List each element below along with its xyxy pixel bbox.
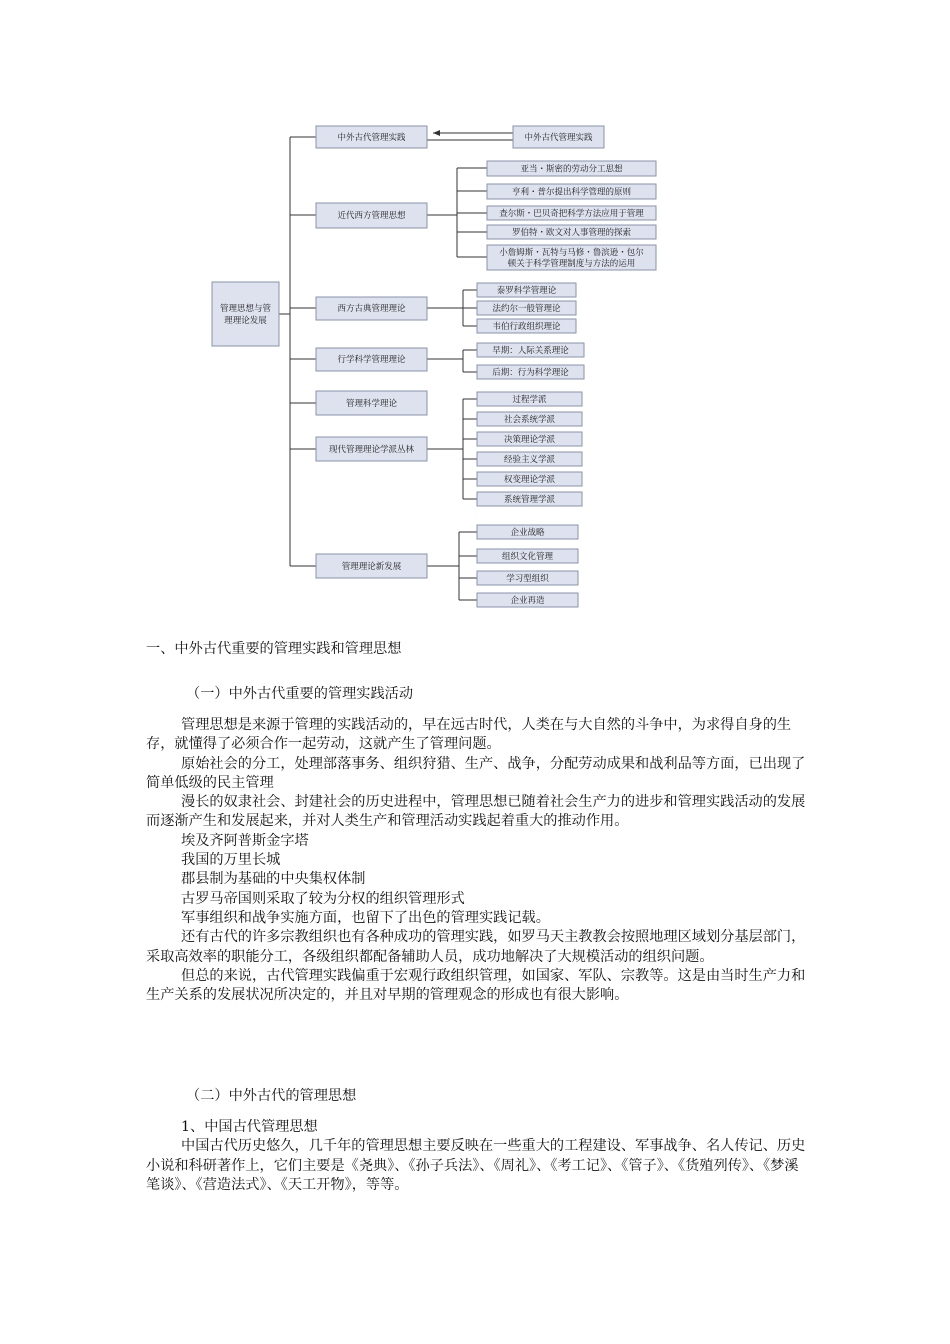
svg-text:亚当・斯密的劳动分工思想: 亚当・斯密的劳动分工思想 — [520, 164, 623, 175]
svg-text:过程学派: 过程学派 — [512, 395, 547, 405]
svg-text:西方古典管理理论: 西方古典管理理论 — [337, 304, 406, 314]
leaf-classic-2 — [477, 301, 576, 315]
leaf-classic-3 — [477, 319, 576, 333]
svg-text:中外古代管理实践: 中外古代管理实践 — [524, 133, 593, 143]
svg-text:韦伯行政组织理论: 韦伯行政组织理论 — [492, 322, 561, 332]
node-ancient-practice-peer — [513, 126, 604, 148]
leaf-modern-west-2 — [487, 184, 656, 199]
node-new-development — [316, 554, 427, 578]
svg-text:后期：行为科学理论: 后期：行为科学理论 — [492, 368, 569, 378]
svg-text:学习型组织: 学习型组织 — [506, 574, 549, 584]
leaf-modern-west-3 — [487, 206, 656, 220]
node-theory-jungle — [316, 437, 427, 461]
leaf-modern-west-5 — [487, 245, 656, 270]
paragraph: 还有古代的许多宗教组织也有各种成功的管理实践，如罗马天主教教会按照地理区域划分基层部门，采取高效率的职能分工，各级组织都配备辅助人员，成功地解决了大规模活动的组织问题。 — [146, 929, 806, 965]
svg-text:组织文化管理: 组织文化管理 — [501, 552, 554, 562]
svg-text:企业再造: 企业再造 — [510, 596, 545, 606]
sub-heading-chinese-ancient: 1、中国古代管理思想 — [181, 1119, 318, 1135]
svg-text:社会系统学派: 社会系统学派 — [503, 415, 556, 425]
svg-text:中外古代管理实践: 中外古代管理实践 — [337, 133, 406, 143]
svg-text:系统管理学派: 系统管理学派 — [503, 495, 556, 505]
svg-text:管理理论新发展: 管理理论新发展 — [341, 562, 402, 572]
leaf-behavior-1 — [477, 343, 584, 357]
svg-text:小詹姆斯・瓦特与马修・鲁滨逊・包尔: 小詹姆斯・瓦特与马修・鲁滨逊・包尔 — [499, 248, 644, 258]
leaf-new-3 — [477, 571, 578, 585]
svg-text:权变理论学派: 权变理论学派 — [503, 475, 556, 485]
svg-text:近代西方管理思想: 近代西方管理思想 — [337, 211, 406, 221]
leaf-new-1 — [477, 525, 578, 539]
svg-text:决策理论学派: 决策理论学派 — [503, 435, 556, 445]
node-mgmt-science — [316, 391, 427, 415]
leaf-modern-west-4 — [487, 225, 656, 239]
svg-text:查尔斯・巴贝奇把科学方法应用于管理: 查尔斯・巴贝奇把科学方法应用于管理 — [499, 209, 644, 219]
subsection-heading-1-1: （一）中外古代重要的管理实践活动 — [186, 686, 414, 702]
leaf-new-4 — [477, 593, 578, 607]
paragraph: 但总的来说，古代管理实践偏重于宏观行政组织管理，如国家、军队、宗教等。这是由当时生产力和生产关系的发展状况所决定的，并且对早期的管理观念的形成也有很大影响。 — [146, 967, 806, 1004]
svg-text:早期：人际关系理论: 早期：人际关系理论 — [492, 346, 569, 356]
leaf-new-2 — [477, 549, 578, 563]
svg-text:企业战略: 企业战略 — [510, 528, 545, 538]
svg-text:顿关于科学管理制度与方法的运用: 顿关于科学管理制度与方法的运用 — [507, 259, 636, 269]
list-line: 古罗马帝国则采取了较为分权的组织管理形式 — [181, 890, 465, 907]
leaf-jungle-3 — [477, 432, 582, 446]
root-line-1: 管理思想与管 — [219, 304, 272, 314]
node-behavior-theory — [316, 348, 427, 371]
leaf-classic-1 — [477, 283, 576, 297]
list-line: 埃及齐阿普斯金字塔 — [181, 832, 309, 849]
svg-text:经验主义学派: 经验主义学派 — [503, 455, 556, 465]
svg-text:法约尔一般管理论: 法约尔一般管理论 — [492, 304, 561, 314]
paragraph: 漫长的奴隶社会、封建社会的历史进程中，管理思想已随着社会生产力的进步和管理实践活动的发展而逐渐产生和发展起来，并对人类生产和管理活动实践起着重大的推动作用。 — [146, 794, 806, 830]
root-line-2: 理理论发展 — [224, 316, 267, 326]
svg-text:泰罗科学管理论: 泰罗科学管理论 — [496, 286, 557, 296]
paragraph: 原始社会的分工，处理部落事务、组织狩猎、生产、战争，分配劳动成果和战利品等方面，已出现了简单低级的民主管理 — [146, 755, 806, 791]
section-heading-1: 一、中外古代重要的管理实践和管理思想 — [146, 641, 402, 657]
node-classic-theory — [316, 297, 427, 320]
svg-text:亨利・普尔提出科学管理的原则: 亨利・普尔提出科学管理的原则 — [511, 187, 632, 198]
subsection-heading-1-2: （二）中外古代的管理思想 — [186, 1088, 357, 1104]
leaf-modern-west-1 — [487, 161, 656, 176]
svg-text:管理科学理论: 管理科学理论 — [345, 399, 398, 409]
list-line: 郡县制为基础的中央集权体制 — [181, 871, 366, 888]
node-modern-west — [316, 203, 427, 228]
section-a-body — [146, 716, 806, 1005]
paragraph: 中国古代历史悠久，几千年的管理思想主要反映在一些重大的工程建设、军事战争、名人传记、历史小说和科研著作上，它们主要是《尧典》、《孙子兵法》、《周礼》、《考工记》、《管子》、《货殖列传》、《梦溪笔谈》、《营造法式》、《天工开物》，等等。 — [146, 1138, 806, 1193]
section-b-body — [146, 1118, 806, 1195]
leaf-jungle-5 — [477, 472, 582, 486]
leaf-jungle-2 — [477, 412, 582, 426]
svg-text:行学科学管理理论: 行学科学管理理论 — [337, 355, 406, 365]
node-ancient-practice — [316, 126, 427, 148]
leaf-behavior-2 — [477, 365, 584, 379]
paragraph: 管理思想是来源于管理的实践活动的，早在远古时代，人类在与大自然的斗争中，为求得自身的生存，就懂得了必须合作一起劳动，这就产生了管理问题。 — [146, 717, 792, 753]
theory-development-diagram — [0, 0, 950, 620]
leaf-jungle-6 — [477, 492, 582, 506]
list-line: 我国的万里长城 — [181, 852, 281, 869]
svg-text:罗伯特・欧文对人事管理的探索: 罗伯特・欧文对人事管理的探索 — [511, 228, 632, 238]
diagram-root-node — [212, 282, 279, 346]
leaf-jungle-1 — [477, 392, 582, 406]
paragraph: 军事组织和战争实施方面，也留下了出色的管理实践记载。 — [181, 909, 550, 926]
leaf-jungle-4 — [477, 452, 582, 466]
svg-text:现代管理理论学派丛林: 现代管理理论学派丛林 — [328, 445, 415, 455]
